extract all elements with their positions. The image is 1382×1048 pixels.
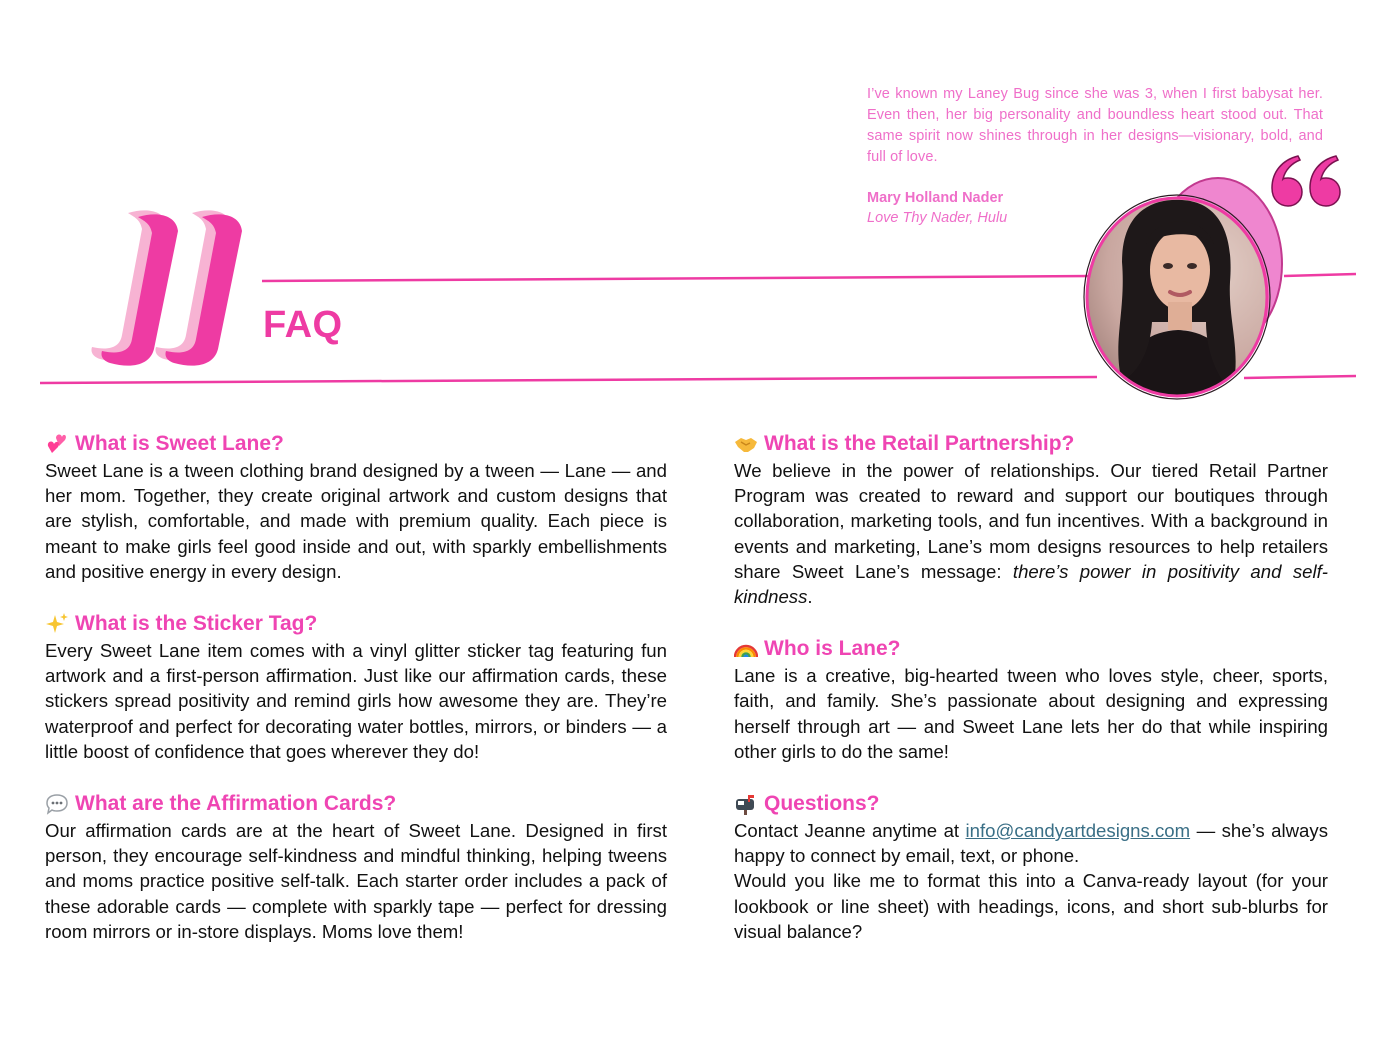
faq-section-who-is-lane [734, 635, 1328, 764]
faq-heading: Who is Lane? [764, 637, 901, 661]
faq-heading: What is the Sticker Tag? [75, 612, 318, 636]
followup-text: Would you like me to format this into a Canva-ready layout (for your lookbook or line sheet) with headings, icons, and short sub-blurbs for visual balance? [734, 870, 1328, 942]
faq-body: Sweet Lane is a tween clothing brand designed by a tween — Lane — and her mom. Together, they create original artwork and custom designs that are stylish, comfortable, and made with premium quality. Each piece is meant to make girls feel good inside and out, with sparkly embellishments and positive energy in every design. [45, 460, 667, 582]
faq-heading: What is Sweet Lane? [75, 432, 284, 455]
two-hearts-icon [45, 432, 69, 456]
faq-body: Lane is a creative, big-hearted tween who loves style, cheer, sports, faith, and family. She’s passionate about designing and expressing herself through art — and Sweet Lane lets her do that while inspiring other girls to do the same! [734, 665, 1328, 762]
sparkles-icon [45, 612, 69, 636]
faq-heading: What is the Retail Partnership? [764, 432, 1075, 455]
faq-body: Every Sweet Lane item comes with a vinyl glitter sticker tag featuring fun artwork and a first-person affirmation. Just like our affirmation cards, these stickers spread positivity and remind girls how awesome they are. They’re waterproof and perfect for decorating water bottles, mirrors, or binders — a little boost of confidence that goes wherever they do! [45, 640, 667, 762]
faq-heading: Questions? [764, 792, 880, 816]
email-link[interactable]: info@candyartdesigns.com [965, 820, 1191, 842]
faq-heading: What are the Affirmation Cards? [75, 792, 397, 816]
portrait-avatar [1082, 172, 1292, 404]
faq-body: Contact Jeanne anytime at info@candyartdesigns.com — she’s always happy to connect by email, text, or phone. Would you like me to format this into a Canva-ready layout (for your lookbook or line sheet) with headings, icons, and short sub-blurbs for visual balance? [734, 820, 1328, 942]
faq-left-column [45, 430, 667, 970]
faq-section-sweet-lane [45, 430, 667, 584]
faq-right-column [734, 430, 1328, 970]
faq-section-affirmation-cards [45, 790, 667, 944]
faq-body: We believe in the power of relationships. Our tiered Retail Partner Program was created to reward and support our boutiques through collaboration, marketing tools, and fun incentives. With a background in events and marketing, Lane’s mom designs resources to help retailers share Sweet Lane’s message: there’s power in positivity and self-kindness. [734, 460, 1328, 608]
faq-section-sticker-tag [45, 610, 667, 764]
speech-bubble-icon [45, 792, 69, 816]
faq-section-questions [734, 790, 1328, 944]
rainbow-icon [734, 637, 758, 661]
faq-section-retail [734, 430, 1328, 609]
testimonial-role: Love Thy Nader, Hulu [867, 210, 1008, 226]
page-title: FAQ [263, 304, 343, 346]
testimonial-name: Mary Holland Nader [867, 190, 1004, 206]
handshake-icon [734, 432, 758, 456]
testimonial-quote: I’ve known my Laney Bug since she was 3, when I first babysat her. Even then, her big personality and boundless heart stood out. That same spirit now shines through in her designs—visionary, bold, and full of love. [867, 86, 1323, 165]
mailbox-icon [734, 792, 758, 816]
faq-body: Our affirmation cards are at the heart of Sweet Lane. Designed in first person, they encourage self-kindness and mindful thinking, helping tweens and moms practice positive self-talk. Each starter order includes a pack of these adorable cards — complete with sparkly tape — perfect for dressing room mirrors or in-store displays. Moms love them! [45, 820, 667, 942]
